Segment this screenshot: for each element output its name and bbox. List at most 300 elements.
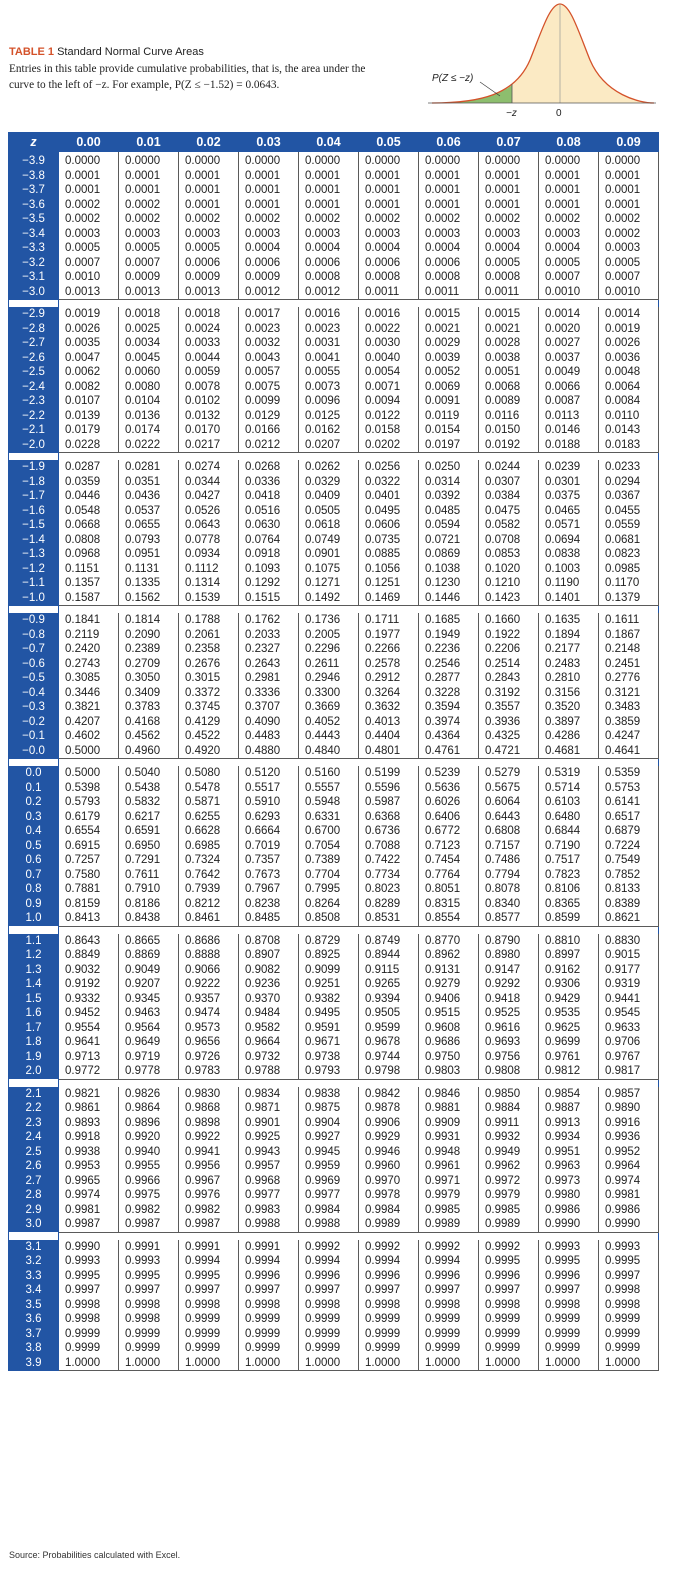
probability-cell: 0.0032	[239, 336, 299, 351]
probability-cell: 0.9495	[299, 1006, 359, 1021]
probability-cell: 0.0418	[239, 489, 299, 504]
probability-cell: 0.0174	[119, 423, 179, 438]
probability-cell: 0.8413	[59, 911, 119, 926]
probability-cell: 0.0021	[419, 322, 479, 337]
probability-cell: 0.9999	[539, 1327, 599, 1342]
probability-cell: 0.9993	[599, 1240, 659, 1255]
probability-cell: 0.0049	[539, 365, 599, 380]
probability-cell: 0.9830	[179, 1087, 239, 1102]
probability-cell: 0.0066	[539, 380, 599, 395]
probability-cell: 0.0110	[599, 409, 659, 424]
probability-cell: 0.3192	[479, 686, 539, 701]
probability-cell: 0.9997	[239, 1283, 299, 1298]
table-row	[9, 781, 659, 796]
table-row	[9, 1116, 659, 1131]
probability-cell: 0.0012	[299, 285, 359, 300]
probability-cell: 0.5948	[299, 795, 359, 810]
probability-cell: 0.0021	[479, 322, 539, 337]
probability-cell: 0.0192	[479, 438, 539, 453]
probability-cell: 0.9995	[119, 1269, 179, 1284]
probability-cell: 0.0001	[479, 169, 539, 184]
probability-cell: 0.1093	[239, 562, 299, 577]
probability-cell: 0.9332	[59, 992, 119, 1007]
probability-cell: 0.8212	[179, 897, 239, 912]
probability-cell: 0.1314	[179, 576, 239, 591]
probability-cell: 0.0401	[359, 489, 419, 504]
probability-cell: 0.1611	[599, 613, 659, 628]
z-value-cell: 0.7	[9, 868, 59, 883]
probability-cell: 0.3015	[179, 671, 239, 686]
probability-cell: 0.0409	[299, 489, 359, 504]
probability-cell: 0.0009	[119, 270, 179, 285]
table-row	[9, 992, 659, 1007]
z-value-cell: −1.6	[9, 504, 59, 519]
probability-cell: 0.9999	[419, 1312, 479, 1327]
probability-cell: 0.8888	[179, 948, 239, 963]
probability-cell: 0.7019	[239, 839, 299, 854]
probability-cell: 0.0000	[299, 152, 359, 169]
probability-cell: 0.9463	[119, 1006, 179, 1021]
probability-cell: 0.0001	[479, 198, 539, 213]
probability-cell: 0.9951	[539, 1145, 599, 1160]
probability-cell: 0.0015	[479, 307, 539, 322]
probability-cell: 0.9941	[179, 1145, 239, 1160]
probability-cell: 0.7939	[179, 882, 239, 897]
probability-cell: 0.0011	[419, 285, 479, 300]
probability-cell: 0.9998	[239, 1298, 299, 1313]
table-row	[9, 1283, 659, 1298]
probability-cell: 0.9686	[419, 1035, 479, 1050]
probability-cell: 0.0030	[359, 336, 419, 351]
probability-cell: 0.1075	[299, 562, 359, 577]
probability-cell: 0.9999	[599, 1327, 659, 1342]
probability-cell: 0.9826	[119, 1087, 179, 1102]
probability-cell: 0.0000	[539, 152, 599, 169]
probability-cell: 0.9265	[359, 977, 419, 992]
probability-cell: 0.9998	[59, 1312, 119, 1327]
probability-cell: 0.9744	[359, 1050, 419, 1065]
probability-cell: 0.0003	[119, 227, 179, 242]
probability-cell: 0.3936	[479, 715, 539, 730]
probability-cell: 0.0027	[539, 336, 599, 351]
probability-cell: 0.9999	[299, 1327, 359, 1342]
curve-area	[432, 4, 654, 103]
z-value-cell: 1.2	[9, 948, 59, 963]
z-value-cell: 3.4	[9, 1283, 59, 1298]
probability-cell: 0.9515	[419, 1006, 479, 1021]
table-row	[9, 533, 659, 548]
probability-cell: 0.8485	[239, 911, 299, 926]
probability-cell: 0.9916	[599, 1116, 659, 1131]
z-value-cell: 2.5	[9, 1145, 59, 1160]
probability-cell: 0.9922	[179, 1130, 239, 1145]
probability-cell: 0.1423	[479, 591, 539, 606]
probability-cell: 0.5080	[179, 766, 239, 781]
probability-cell: 0.2148	[599, 642, 659, 657]
probability-cell: 0.1949	[419, 628, 479, 643]
probability-cell: 0.9890	[599, 1101, 659, 1116]
column-header-z: z	[9, 133, 59, 152]
probability-cell: 0.5517	[239, 781, 299, 796]
probability-cell: 0.9999	[179, 1341, 239, 1356]
probability-cell: 0.0367	[599, 489, 659, 504]
probability-cell: 0.1357	[59, 576, 119, 591]
z-value-cell: 3.1	[9, 1240, 59, 1255]
probability-cell: 0.1170	[599, 576, 659, 591]
table-row	[9, 1035, 659, 1050]
z-value-cell: 0.6	[9, 853, 59, 868]
probability-cell: 0.5557	[299, 781, 359, 796]
probability-cell: 0.8106	[539, 882, 599, 897]
table-row	[9, 1159, 659, 1174]
probability-cell: 0.0008	[419, 270, 479, 285]
probability-cell: 0.9357	[179, 992, 239, 1007]
probability-cell: 0.9992	[359, 1240, 419, 1255]
probability-cell: 0.8790	[479, 934, 539, 949]
z-value-cell: −2.7	[9, 336, 59, 351]
probability-cell: 0.9963	[539, 1159, 599, 1174]
probability-cell: 0.0038	[479, 351, 539, 366]
probability-cell: 0.0188	[539, 438, 599, 453]
probability-cell: 0.3336	[239, 686, 299, 701]
z-value-cell: −0.1	[9, 729, 59, 744]
table-row	[9, 963, 659, 978]
column-header-0.00: 0.00	[59, 133, 119, 152]
probability-cell: 0.0082	[59, 380, 119, 395]
table-row	[9, 489, 659, 504]
probability-cell: 0.8621	[599, 911, 659, 926]
probability-cell: 0.0013	[179, 285, 239, 300]
probability-cell: 0.0778	[179, 533, 239, 548]
probability-cell: 0.0001	[479, 183, 539, 198]
probability-cell: 0.3156	[539, 686, 599, 701]
probability-cell: 0.0322	[359, 475, 419, 490]
probability-cell: 0.2743	[59, 657, 119, 672]
probability-cell: 0.0143	[599, 423, 659, 438]
probability-cell: 0.0007	[119, 256, 179, 271]
probability-cell: 0.9999	[479, 1327, 539, 1342]
probability-cell: 0.2090	[119, 628, 179, 643]
probability-cell: 0.8944	[359, 948, 419, 963]
probability-cell: 0.0005	[119, 241, 179, 256]
probability-cell: 0.9599	[359, 1021, 419, 1036]
group-separator	[9, 300, 659, 308]
probability-cell: 0.9678	[359, 1035, 419, 1050]
probability-cell: 0.2177	[539, 642, 599, 657]
probability-cell: 0.7549	[599, 853, 659, 868]
z-value-cell: 1.9	[9, 1050, 59, 1065]
probability-cell: 0.0606	[359, 518, 419, 533]
probability-cell: 0.8340	[479, 897, 539, 912]
table-row	[9, 715, 659, 730]
probability-cell: 0.8770	[419, 934, 479, 949]
probability-cell: 0.9997	[299, 1283, 359, 1298]
probability-cell: 0.9998	[479, 1298, 539, 1313]
table-name: Standard Normal Curve Areas	[57, 46, 204, 58]
probability-cell: 0.9987	[59, 1217, 119, 1232]
probability-cell: 0.6736	[359, 824, 419, 839]
probability-cell: 1.0000	[239, 1356, 299, 1371]
table-row	[9, 475, 659, 490]
probability-cell: 0.0057	[239, 365, 299, 380]
z-table-container	[8, 132, 659, 1371]
probability-cell: 0.7967	[239, 882, 299, 897]
probability-cell: 0.7054	[299, 839, 359, 854]
probability-cell: 0.2005	[299, 628, 359, 643]
table-row	[9, 504, 659, 519]
table-row	[9, 307, 659, 322]
probability-cell: 0.9994	[179, 1254, 239, 1269]
z-value-cell: −1.7	[9, 489, 59, 504]
probability-cell: 0.9998	[59, 1298, 119, 1313]
probability-cell: 0.0010	[539, 285, 599, 300]
prob-label: P(Z ≤ −z)	[432, 73, 474, 84]
probability-cell: 0.6064	[479, 795, 539, 810]
probability-cell: 0.9946	[359, 1145, 419, 1160]
probability-cell: 0.0102	[179, 394, 239, 409]
probability-cell: 0.9975	[119, 1188, 179, 1203]
probability-cell: 0.3669	[299, 700, 359, 715]
z-value-cell: 2.2	[9, 1101, 59, 1116]
probability-cell: 0.9854	[539, 1087, 599, 1102]
probability-cell: 0.1841	[59, 613, 119, 628]
table-row	[9, 977, 659, 992]
probability-cell: 0.0001	[359, 169, 419, 184]
z-value-cell: 1.6	[9, 1006, 59, 1021]
probability-cell: 0.0006	[359, 256, 419, 271]
probability-cell: 0.6554	[59, 824, 119, 839]
probability-cell: 0.9147	[479, 963, 539, 978]
probability-cell: 0.0003	[479, 227, 539, 242]
probability-cell: 0.9999	[59, 1327, 119, 1342]
probability-cell: 0.9649	[119, 1035, 179, 1050]
probability-cell: 0.9985	[479, 1203, 539, 1218]
z-value-cell: −2.4	[9, 380, 59, 395]
probability-cell: 0.0096	[299, 394, 359, 409]
probability-cell: 0.0003	[599, 241, 659, 256]
probability-cell: 0.0002	[59, 198, 119, 213]
probability-cell: 0.0256	[359, 460, 419, 475]
table-description: Entries in this table provide cumulative probabilities, that is, the area under the curve to the left of −z. For example, P(Z ≤ −1.52) = 0.0643.	[9, 63, 366, 91]
probability-cell: 0.5398	[59, 781, 119, 796]
group-separator	[9, 1232, 659, 1240]
probability-cell: 0.9974	[59, 1188, 119, 1203]
probability-cell: 0.0026	[599, 336, 659, 351]
probability-cell: 0.0002	[119, 198, 179, 213]
row-group	[9, 926, 659, 1079]
column-header-0.04: 0.04	[299, 133, 359, 152]
probability-cell: 0.0934	[179, 547, 239, 562]
probability-cell: 0.0029	[419, 336, 479, 351]
probability-cell: 0.0455	[599, 504, 659, 519]
probability-cell: 0.0630	[239, 518, 299, 533]
probability-cell: 0.5239	[419, 766, 479, 781]
probability-cell: 0.5438	[119, 781, 179, 796]
probability-cell: 0.0281	[119, 460, 179, 475]
z-value-cell: 1.8	[9, 1035, 59, 1050]
probability-cell: 0.3300	[299, 686, 359, 701]
probability-cell: 0.0001	[419, 183, 479, 198]
z-value-cell: −0.4	[9, 686, 59, 701]
probability-cell: 0.9573	[179, 1021, 239, 1036]
probability-cell: 0.0075	[239, 380, 299, 395]
z-value-cell: 2.1	[9, 1087, 59, 1102]
table-row	[9, 562, 659, 577]
probability-cell: 0.5319	[539, 766, 599, 781]
probability-cell: 0.0001	[179, 198, 239, 213]
probability-cell: 0.4013	[359, 715, 419, 730]
probability-cell: 0.2451	[599, 657, 659, 672]
probability-cell: 0.9778	[119, 1064, 179, 1079]
probability-cell: 0.6700	[299, 824, 359, 839]
probability-cell: 0.9767	[599, 1050, 659, 1065]
probability-cell: 0.0003	[239, 227, 299, 242]
column-header-0.01: 0.01	[119, 133, 179, 152]
probability-cell: 0.2946	[299, 671, 359, 686]
z-value-cell: 2.9	[9, 1203, 59, 1218]
probability-cell: 0.4641	[599, 744, 659, 759]
table-row	[9, 729, 659, 744]
probability-cell: 0.6103	[539, 795, 599, 810]
z-value-cell: −0.2	[9, 715, 59, 730]
probability-cell: 0.9955	[119, 1159, 179, 1174]
probability-cell: 0.3264	[359, 686, 419, 701]
probability-cell: 0.3707	[239, 700, 299, 715]
probability-cell: 0.9988	[239, 1217, 299, 1232]
probability-cell: 0.1401	[539, 591, 599, 606]
probability-cell: 0.5675	[479, 781, 539, 796]
probability-cell: 0.4522	[179, 729, 239, 744]
probability-cell: 0.9985	[419, 1203, 479, 1218]
probability-cell: 0.0735	[359, 533, 419, 548]
probability-cell: 0.9671	[299, 1035, 359, 1050]
z-value-cell: −3.5	[9, 212, 59, 227]
probability-cell: 0.0154	[419, 423, 479, 438]
probability-cell: 0.8554	[419, 911, 479, 926]
probability-cell: 0.0853	[479, 547, 539, 562]
probability-cell: 0.9808	[479, 1064, 539, 1079]
probability-cell: 0.9345	[119, 992, 179, 1007]
z-value-cell: −2.5	[9, 365, 59, 380]
probability-cell: 0.0016	[299, 307, 359, 322]
row-group	[9, 606, 659, 759]
z-value-cell: −3.7	[9, 183, 59, 198]
probability-cell: 0.9049	[119, 963, 179, 978]
table-row	[9, 824, 659, 839]
probability-cell: 0.0001	[119, 183, 179, 198]
z-value-cell: −3.3	[9, 241, 59, 256]
probability-cell: 0.0516	[239, 504, 299, 519]
probability-cell: 0.0007	[539, 270, 599, 285]
probability-cell: 0.0010	[599, 285, 659, 300]
z-value-cell: 3.6	[9, 1312, 59, 1327]
probability-cell: 0.0951	[119, 547, 179, 562]
probability-cell: 0.0197	[419, 438, 479, 453]
table-row	[9, 1188, 659, 1203]
table-row	[9, 897, 659, 912]
probability-cell: 0.1131	[119, 562, 179, 577]
probability-cell: 0.2389	[119, 642, 179, 657]
probability-cell: 0.8708	[239, 934, 299, 949]
probability-cell: 0.0003	[539, 227, 599, 242]
probability-cell: 0.9971	[419, 1174, 479, 1189]
probability-cell: 0.9979	[479, 1188, 539, 1203]
probability-cell: 0.6179	[59, 810, 119, 825]
probability-cell: 0.0681	[599, 533, 659, 548]
probability-cell: 0.6664	[239, 824, 299, 839]
probability-cell: 0.6844	[539, 824, 599, 839]
probability-cell: 0.0005	[479, 256, 539, 271]
probability-cell: 0.9991	[179, 1240, 239, 1255]
z-value-cell: −2.0	[9, 438, 59, 453]
probability-cell: 0.0336	[239, 475, 299, 490]
probability-cell: 0.0020	[539, 322, 599, 337]
probability-cell: 0.0003	[179, 227, 239, 242]
probability-cell: 0.0025	[119, 322, 179, 337]
probability-cell: 0.9982	[119, 1203, 179, 1218]
z-value-cell: −1.3	[9, 547, 59, 562]
z-value-cell: 0.9	[9, 897, 59, 912]
probability-cell: 0.0023	[239, 322, 299, 337]
probability-cell: 0.8665	[119, 934, 179, 949]
probability-cell: 0.0001	[179, 169, 239, 184]
probability-cell: 0.0694	[539, 533, 599, 548]
probability-cell: 0.9978	[359, 1188, 419, 1203]
probability-cell: 0.9726	[179, 1050, 239, 1065]
probability-cell: 0.4880	[239, 744, 299, 759]
z-value-cell: 3.5	[9, 1298, 59, 1313]
probability-cell: 0.7517	[539, 853, 599, 868]
probability-cell: 0.0359	[59, 475, 119, 490]
probability-cell: 0.9977	[239, 1188, 299, 1203]
probability-cell: 0.9913	[539, 1116, 599, 1131]
probability-cell: 0.9998	[299, 1298, 359, 1313]
probability-cell: 0.9969	[299, 1174, 359, 1189]
probability-cell: 0.0091	[419, 394, 479, 409]
probability-cell: 0.1446	[419, 591, 479, 606]
table-row	[9, 686, 659, 701]
probability-cell: 0.9995	[59, 1269, 119, 1284]
probability-cell: 0.9965	[59, 1174, 119, 1189]
probability-cell: 0.5000	[59, 744, 119, 759]
probability-cell: 0.9990	[599, 1217, 659, 1232]
z-value-cell: 3.2	[9, 1254, 59, 1269]
probability-cell: 0.0003	[419, 227, 479, 242]
probability-cell: 0.8830	[599, 934, 659, 949]
z-value-cell: −1.1	[9, 576, 59, 591]
probability-cell: 0.0022	[359, 322, 419, 337]
probability-cell: 0.0122	[359, 409, 419, 424]
probability-cell: 0.9986	[539, 1203, 599, 1218]
table-row	[9, 365, 659, 380]
probability-cell: 0.4404	[359, 729, 419, 744]
probability-cell: 0.9996	[539, 1269, 599, 1284]
probability-cell: 0.9394	[359, 992, 419, 1007]
table-row	[9, 911, 659, 926]
probability-cell: 0.9738	[299, 1050, 359, 1065]
probability-cell: 0.0708	[479, 533, 539, 548]
probability-cell: 0.9861	[59, 1101, 119, 1116]
probability-cell: 0.9370	[239, 992, 299, 1007]
probability-cell: 0.9999	[299, 1312, 359, 1327]
probability-cell: 0.2266	[359, 642, 419, 657]
probability-cell: 0.3372	[179, 686, 239, 701]
probability-cell: 0.9838	[299, 1087, 359, 1102]
z-value-cell: −0.6	[9, 657, 59, 672]
probability-cell: 0.1922	[479, 628, 539, 643]
probability-cell: 0.4325	[479, 729, 539, 744]
probability-cell: 0.9929	[359, 1130, 419, 1145]
